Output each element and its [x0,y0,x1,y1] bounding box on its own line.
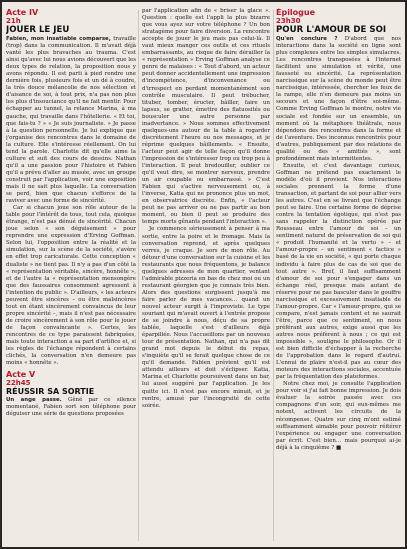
act-4-paragraph-1-text: travaille (trop) dans la communication. Il m'avait déjà vanté les plus bravaches au trauma. C'est ainsi qu'avec lui nous avions découvert que les deux types de relation, la proposition nous y avons répondu. Il est parti à pied rendre une dernière fois, plusieurs fois et un dé à coudre, la très douce mélancolie de nos sélection et d'aisance de soi, à tout prix, n'a pas non plus les plus d'insouciance qu'il ne fait mentir. Pour échapper au tunnel, la relance Marina, à ma gauche, qui travaille dans l'hôtellerie. « Et toi, que fais-tu ? » « Je suis journaliste. » Je passe à la question personnelle. Je lui explique que j'organise des rencontres dans le domaine de la culture. Elle s'intéresse réellement. On lui tend la parole. Charlotte dit qu'elle aime la culture et suit des cours de dessins. Nathan qu'il a une passion pour l'histoire et Fabien qu'il a prévu d'aller au musée, avec un groupe construit par l'application, voir une exposition mais il ne sait plus laquelle. La conversation se perd, bien que chacun s'efforce de la raviver avec une forme de sincérité. [6,36,136,205]
epilogue-paragraph-1-text: D'abord que nos interactions dans la société en ligne sont plus complexes entre les simples simulacres. Les rencontres transposées à l'internet facilitent une simulation et vérité, une fausseté ou sincérité. La représentation narcissique sur la scène du monde peut être narcissique, intéressée, chercher les feux de la rampe, elle n'en demeure pas moins un secours et une façon d'être soi-même. Comme Erving Goffman le montre, notre vie sociale est fondée sur un ensemble, un moment où la métaphore théâtrale, nous dépendons des rencontres dans la forme et de l'aventure. Des inconnus rencontrés pour d'autres, publiquement par des relations de qualité ou des « amitiés », sont profondément mais intermittentes. [276,36,401,162]
column-3 [276,8,401,543]
act-4-label: Acte IV [6,8,39,17]
column-divider [273,10,274,541]
act-5-lead: Un ange passe. [6,397,62,404]
column-2-paragraph-1: par l'application afin de « briser la glace ». Question : quelle est l'appli la plus bizarre que vous ayez sur votre téléphone ? Un bon stratagème pour faire diversion. La rencontre accepte de jouer le jeu mais pas celui-là. Il vaut mieux manger ces outils et ces rituels embarrassants, au risque de faire dérailler la « représentation » Erving Goffman analyse ce genre de malaises : « Tout d'abord, un acteur peut donner accidentellement une impression d'incompétence, d'inconvenance ou d'irrespect en perdant momentanément son contrôle musculaire. Il peut trébucher, tituber, tomber, éructer, bâiller, faire un lapsus, se gratter, émettre des flatuosités ou bousculer une autre personne par inadvertance. » Nous sommes effectivement quelques-uns autour de la table à regarder discrètement l'heure ou nos messages, et je réprime quelques bâillements. « Ensuite, l'acteur peut agir de telle façon qu'il donne l'impression de s'intéresser trop ou trop peu à l'interaction. Il peut bredouiller, oublier ce qu'il veut dire, se montrer nerveux, prendre un air coupable ou embarrassé. » C'est Fabien qui s'active nerveusement ou, à l'inverse, Katia qui ne prononce plus un mot, en observatrice discrète. Enfin, « l'acteur peut ne pas arriver ou ne pas partir au bon moment, ou bien il peut se produire des temps morts gênants pendant l'interaction ». [142,8,270,226]
act-4-paragraph-1 [6,36,136,205]
act-4-paragraph-2: Car si chacun joue son rôle autour de la table pour l'intérêt de tous, tout cela, quoique étrange, n'est pas dénué de sincérité. Chacun joue selon « son déguisement » pour reprendre une expression d'Erving Goffman. Selon lui, l'opposition entre la réalité et la simulation, sur la scène de la société, s'avère en effet trop caricaturale. Cette conception « dualiste » ne tient pas. Il n'y a pas d'un côté la « représentation véritable, sincère, honnête », et de l'autre la « représentation mensongère que des faussaires consomment agressent à l'intention du public ». D'ailleurs, « les acteurs peuvent être sincères – ou être malsincères tout en étant sincèrement convaincus de leur propre sincérité –, mais il n'est pas nécessaire de croire sincèrement à son rôle pour le jouer de façon convaincante ». Certes, les rencontres de ce type paraissent fabriquées, mais toute interaction a sa part d'artifice et, si les règles de l'échange répondent à certains clichés, la conversation n'en demeure pas moins « honnête ». [6,205,136,367]
column-1 [6,8,136,543]
epilogue-label: Épilogue [276,8,316,17]
column-2 [142,8,270,543]
act-5-paragraph-1 [6,397,136,418]
act-5-paragraph-1-text: Gêné par ce silence momentané, Fabien sort son téléphone pour déguiser une série de questions proposées [6,397,136,418]
act-4-time: 21h [6,17,21,25]
epilogue-lead: Qu'en conclure ? [276,36,338,42]
act-5-label: Acte V [6,370,36,380]
magazine-page [2,2,405,547]
act-4-title: JOUER LE JEU [6,25,70,35]
act-5-section [6,370,136,418]
epilogue-title: POUR L'AMOUR DE SOI [276,25,387,35]
column-2-paragraph-2: Je commence sérieusement à penser à ma sortie, entre la poire et le fromage. Mais la conversation reprend, et après quelques verres, je craque. Je sors de mon rôle. Au détour d'une conversation sur la cuisine et les restaurants que nous fréquentons, je balance quelques adresses de mon quartier, ventant l'admirable pizzeria en bas de chez moi ou un restaurant géorgien que je connais très bien. Alors des questions surgissent jusqu'à me faire parler de mes vacances… quand un nouvel acteur surgit à l'improviste. Le type souriant qui m'avait ouvert à l'entrée propose de se joindre à nous, déçu de sa propre tablée, laquelle s'est d'ailleurs déjà éparpillée. Nous l'accueillons par un nouveau tour de présentation. Nathan, qui n'a pas dit grand mot depuis le début du repas, s'inquiète qu'il se ferait quelque chose de ce qu'il demande. Fabien prévient qu'il est attendu ailleurs et doit s'éclipser. Katia, Marina et Charlotte poursuivent dans un bar, lui aussi suggéré par l'application. Je les quitte ici. Il n'est pas encore minuit, et je rentre, amusé par l'incongruité de cette soirée. [142,226,270,409]
epilogue-time: 23h30 [276,17,301,25]
act-4-lead: Fabien, mon insatiable comparse, [6,36,111,42]
column-divider [138,10,139,541]
epilogue-paragraph-3: Notre chez moi, je consulte l'application pour voir si j'ai fait bonne impression. Je dois évaluer la soirée passée avec ces compagnons d'un soir, qui eux-mêmes me notent, activent les circuits de la récompense. Quatre sur cinq m'ont estimé suffisamment aimable pour pouvoir réitérer l'expérience ou engager une conversation par écrit. C'est bien… mais pourquoi ai-je déjà à la cinquième ? ■ [276,381,401,451]
epilogue-paragraph-1 [276,36,401,163]
act-5-time: 22h45 [6,379,31,388]
act-5-title: RÉUSSIR SA SORTIE [6,387,95,397]
epilogue-paragraph-2: Ensuite, et c'est davantage curieux, Goffman ne prétend pas exactement le modèle d'où il provient. Nos interactions sociales prennent la forme d'une transaction, et partant de soi pour allier vers les autres. C'est en se livrant que l'échange peut se faire. Une certaine forme de déprise contre la tentation égotique, qui n'est pas sans rappeler la distinction opérée par Rousseau entre l'amour de soi – un sentiment naturel de préservation de soi qui « produit l'humanité et la vertu » – et l'amour-propre – un sentiment « factice » basé de la vie en société, « qui porte chaque individu à faire plus de cas de soi que de tout autre ». Bref, il faut suffisamment d'amour de soi pour s'engager dans un échange réel, presque mais autant de réserve pour ne pas basculer dans le gouffre narcissique et excessivement insatiable de l'amour-propre. Car « l'amour-propre, qui se compare, n'est jamais content et ne saurait l'être, parce que ce sentiment, en nous préférant aux autres, exige aussi que les autres nous préfèrent à nous ; ce qui est impossible », souligne le philosophe. Or il est bien difficile d'échapper à la recherche de l'approbation dans le regard d'autrui. L'ennui de plaire n'est-il pas au cœur des moteurs des interactions sociales, accentuée par la fréquentation des plateformes. [276,162,401,381]
